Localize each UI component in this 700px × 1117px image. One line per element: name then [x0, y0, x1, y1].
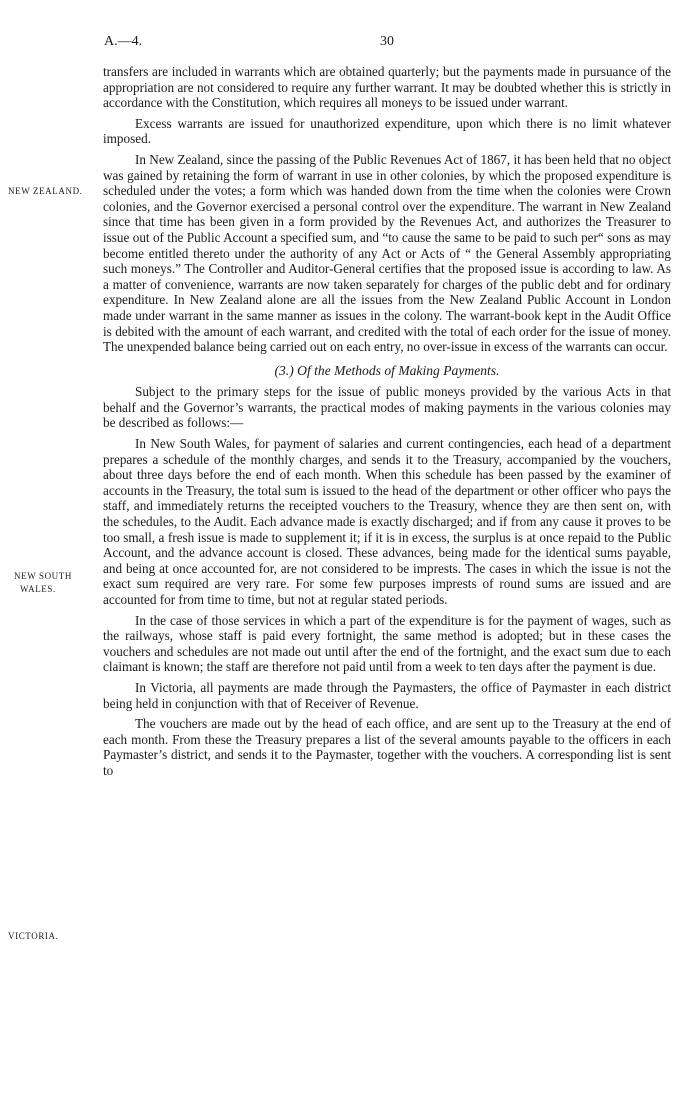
paragraph: Excess warrants are issued for unauthorized expenditure, upon which there is no limit whatever imposed.: [103, 115, 671, 147]
paragraph-new-south-wales: In New South Wales, for payment of salaries and current contingencies, each head of a department prepares a schedule of the monthly charges, and sends it to the Treasury, accompanied by the vouchers, about three days before the end of each month. When this schedule has been passed by the examiner of accounts in the Treasury, the total sum is issued to the head of the department or other officer who pays the staff, and immediately returns the receipted vouchers to the Treasury, whence they are then sent on, with the schedules, to the Audit. Each advance made is exactly discharged; and if from any cause it proves to be too small, a fresh issue is made to supplement it; if it is in excess, the surplus is at once repaid to the Public Account, and the advance account is closed. These advances, being made for the identical sums payable, and being at once accounted for, are not considered to be imprests. The cases in which the issue is not the exact sum required are very rare. For some few purposes imprests of round sums are issued and are accounted for from time to time, but not at regular stated periods.: [103, 436, 671, 607]
document-reference: A.—4.: [104, 34, 143, 49]
paragraph: Subject to the primary steps for the issue of public moneys provided by the various Acts in that behalf and the Governor’s warrants, the practical modes of making payments in the various colonies may be described as follows:—: [103, 384, 671, 431]
page-header: [104, 34, 669, 52]
margin-note-victoria: VICTORIA.: [8, 931, 59, 941]
margin-note-nsw-line2: WALES.: [20, 584, 56, 594]
paragraph: transfers are included in warrants which are obtained quarterly; but the payments made in pursuance of the appropriation are not considered to require any further warrant. It may be doubted whether this is strictly in accordance with the Constitution, which requires all moneys to be issued under warrant.: [103, 64, 671, 111]
page-number: 30: [380, 34, 394, 49]
section-heading: (3.) Of the Methods of Making Payments.: [274, 362, 500, 378]
paragraph-victoria: In Victoria, all payments are made through the Paymasters, the office of Paymaster in each district being held in conjunction with that of Receiver of Revenue.: [103, 679, 671, 711]
paragraph: In the case of those services in which a part of the expenditure is for the payment of wages, such as the railways, whose staff is paid every fortnight, the same method is adopted; but in these cases the vouchers and schedules are not made out until after the end of the fortnight, and the exact sum due to each claimant is known; the staff are therefore not paid until from a week to ten days after the payment is due.: [103, 612, 671, 675]
margin-note-new-zealand: NEW ZEALAND.: [8, 186, 83, 196]
paragraph-new-zealand: In New Zealand, since the passing of the Public Revenues Act of 1867, it has been held that no object was gained by retaining the form of warrant in use in other colonies, by which the proposed expenditure is scheduled under the votes; a form which was handed down from the time when the colonies were Crown colonies, and the Governor exercised a personal control over the expenditure. The warrant in New Zealand since that time has been given in a form provided by the Revenues Act, and authorizes the Treasurer to issue out of the Public Account a specified sum, and “to cause the same to be paid to such per“ sons as may become entitled thereto under the authority of any Act or Acts of “ the General Assembly appropriating such moneys.” The Controller and Auditor-General certifies that the proposed issue is according to law. As a matter of convenience, warrants are now taken separately for charges of the public debt and for ordinary expenditure. In New Zealand alone are all the issues from the New Zealand Public Account in London made under warrant in the same manner as issues in the colony. The warrant-book kept in the Audit Office is debited with the amount of each warrant, and credited with the total of each order for the issue of money. The unexpended balance being carried out on each entry, no over-issue in excess of the warrants can occur.: [103, 151, 671, 355]
paragraph: The vouchers are made out by the head of each office, and are sent up to the Treasury at the end of each month. From these the Treasury prepares a list of the several amounts payable to the officers in each Paymaster’s district, and sends it to the Paymaster, together with the vouchers. A corresponding list is sent to: [103, 716, 671, 778]
document-body: [103, 64, 671, 784]
margin-note-nsw-line1: NEW SOUTH: [14, 571, 72, 581]
